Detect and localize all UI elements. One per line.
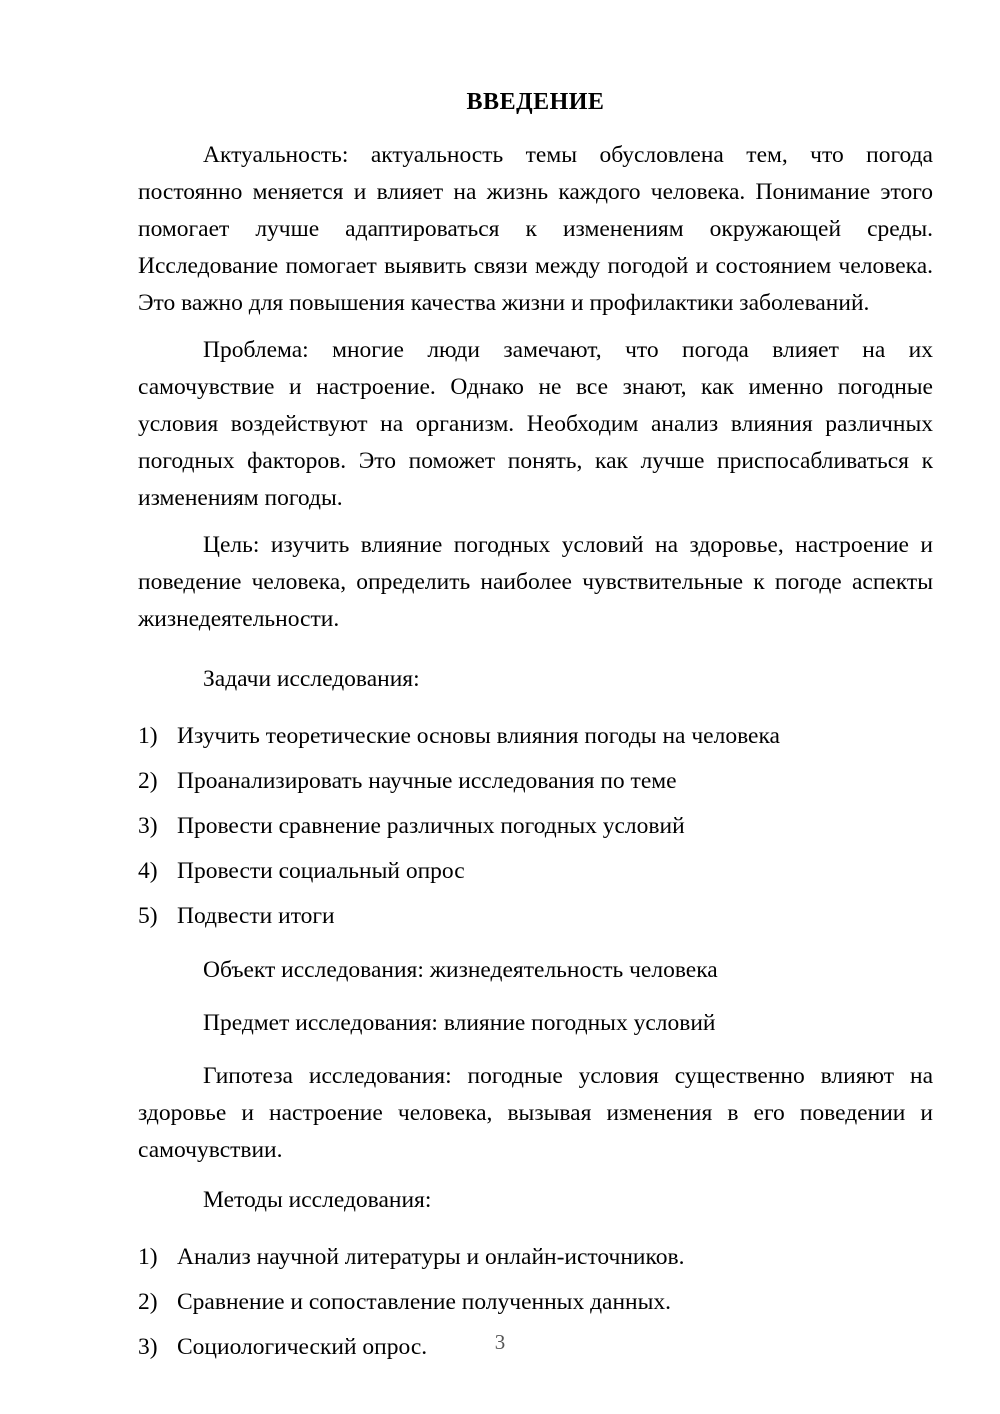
list-item-text: Провести сравнение различных погодных условий <box>177 812 685 839</box>
list-marker: 3) <box>138 1333 158 1360</box>
list-item-text: Проанализировать научные исследования по теме <box>177 767 677 794</box>
list-marker: 5) <box>138 902 158 929</box>
page-title: ВВЕДЕНИЕ <box>466 89 605 115</box>
research-object: Объект исследования: жизнедеятельность человека <box>203 956 718 983</box>
list-item-text: Сравнение и сопоставление полученных данных. <box>177 1288 672 1315</box>
list-item <box>138 759 933 804</box>
paragraph-goal: Цель: изучить влияние погодных условий на здоровье, настроение и поведение человека, определить наиболее чувствительные к погоде аспекты жизнедеятельности. <box>138 531 933 632</box>
list-marker: 1) <box>138 1243 158 1270</box>
tasks-heading: Задачи исследования: <box>203 665 420 692</box>
list-item <box>138 849 933 894</box>
spacer <box>138 939 933 952</box>
list-item <box>138 714 933 759</box>
list-marker: 2) <box>138 767 158 794</box>
page-number: 3 <box>494 1330 506 1354</box>
list-marker: 3) <box>138 812 158 839</box>
spacer <box>138 997 933 1005</box>
list-item-text: Провести социальный опрос <box>177 857 465 884</box>
list-marker: 4) <box>138 857 158 884</box>
spacer <box>138 648 933 661</box>
list-marker: 2) <box>138 1288 158 1315</box>
paragraph-relevance: Актуальность: актуальность темы обусловлена тем, что погода постоянно меняется и влияет на жизнь каждого человека. Понимание этого помогает лучше адаптироваться к изменениям окружающей среды. Исследование помогает выявить связи между погодой и состоянием человека. Это важно для повышения качества жизни и профилактики заболеваний. <box>138 141 933 316</box>
list-item-text: Изучить теоретические основы влияния погоды на человека <box>177 722 780 749</box>
list-item-text: Социологический опрос. <box>177 1333 428 1360</box>
list-item-text: Анализ научной литературы и онлайн-источников. <box>177 1243 685 1270</box>
list-item <box>138 894 933 939</box>
methods-heading: Методы исследования: <box>203 1186 432 1213</box>
spacer <box>138 1227 933 1235</box>
paragraph-hypothesis: Гипотеза исследования: погодные условия существенно влияют на здоровье и настроение человека, вызывая изменения в его поведении и самочувствии. <box>138 1062 933 1163</box>
tasks-list <box>138 714 933 939</box>
paragraph-problem: Проблема: многие люди замечают, что погода влияет на их самочувствие и настроение. Однако не все знают, как именно погодные условия воздействуют на организм. Необходим анализ влияния различных погодных факторов. Это поможет понять, как лучше приспосабливаться к изменениям погоды. <box>138 336 933 511</box>
list-item <box>138 1280 933 1325</box>
spacer <box>138 706 933 714</box>
research-subject: Предмет исследования: влияние погодных условий <box>203 1009 716 1036</box>
list-marker: 1) <box>138 722 158 749</box>
list-item <box>138 804 933 849</box>
list-item-text: Подвести итоги <box>177 902 335 929</box>
list-item <box>138 1235 933 1280</box>
spacer <box>138 1050 933 1058</box>
spacer <box>138 1169 933 1182</box>
page-content <box>138 88 933 1370</box>
